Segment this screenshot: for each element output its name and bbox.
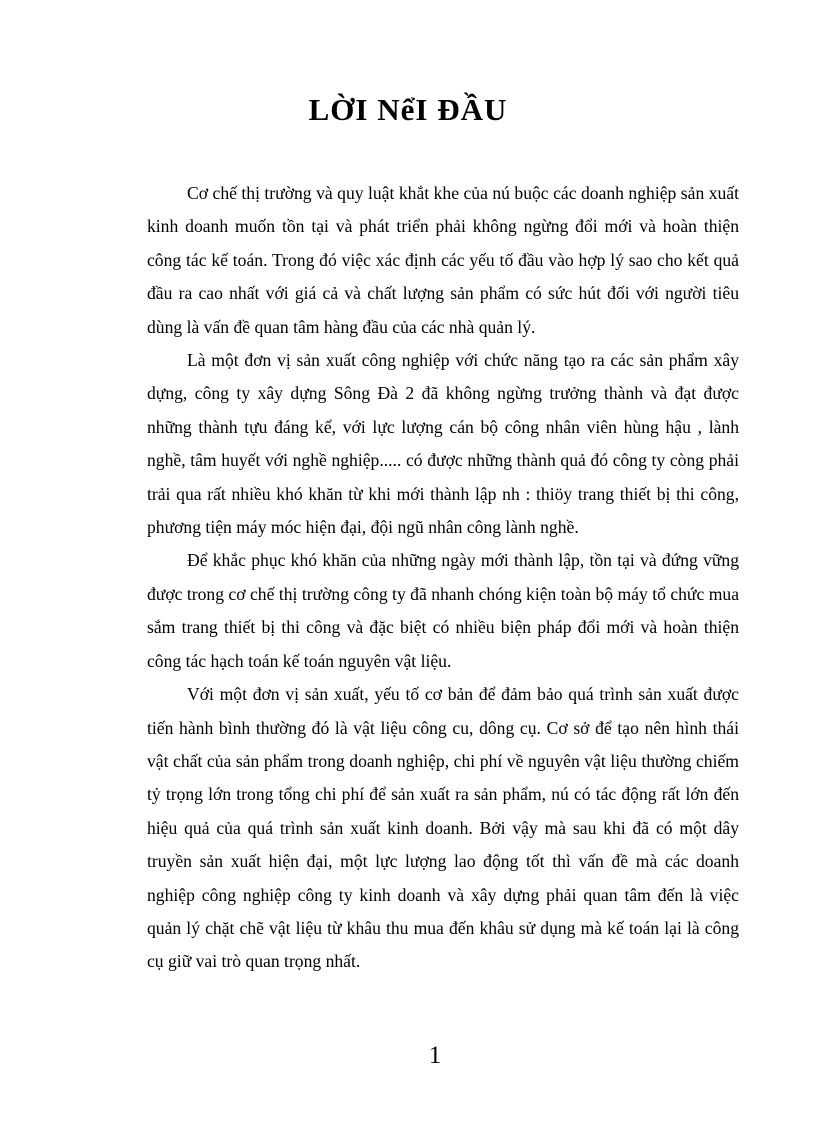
page-title: LỜI NểI ĐẦU [308, 92, 508, 127]
body-text [147, 177, 739, 979]
paragraph-2: Là một đơn vị sản xuất công nghiệp với chức năng tạo ra các sản phẩm xây dựng, công ty xây dựng Sông Đà 2 đã không ngừng trưởng thành và đạt được những thành tựu đáng kể, với lực lượng cán bộ công nhân viên hùng hậu , lành nghề, tâm huyết với nghề nghiệp..... có được những thành quả đó công ty còng phải trải qua rất nhiều khó khăn từ khi mới thành lập nh : thiöy trang thiết bị thi công, phương tiện máy móc hiện đại, đội ngũ nhân công lành nghề. [147, 350, 739, 538]
page-number: 1 [428, 1042, 442, 1069]
paragraph-4: Với một đơn vị sản xuất, yếu tố cơ bản để đảm bảo quá trình sản xuất được tiến hành bình thường đó là vật liệu công cu, dông cụ. Cơ sở để tạo nên hình thái vật chất của sản phẩm trong doanh nghiệp, chi phí về nguyên vật liệu thường chiếm tỷ trọng lớn trong tổng chi phí để sản xuất ra sản phẩm, nú có tác động rất lớn đến hiệu quả của quá trình sản xuất kinh doanh. Bởi vậy mà sau khi đã có một dây truyền sản xuất hiện đại, một lực lượng lao động tốt thì vấn đề mà các doanh nghiệp công nghiệp công ty kinh doanh và xây dựng phải quan tâm đến là việc quản lý chặt chẽ vật liệu từ khâu thu mua đến khâu sử dụng mà kế toán lại là công cụ giữ vai trò quan trọng nhất. [147, 684, 739, 972]
paragraph-3: Để khắc phục khó khăn của những ngày mới thành lập, tồn tại và đứng vững được trong cơ chế thị trường công ty đã nhanh chóng kiện toàn bộ máy tổ chức mua sắm trang thiết bị thi công và đặc biệt có nhiều biện pháp đổi mới và hoàn thiện công tác hạch toán kế toán nguyên vật liệu. [147, 550, 739, 671]
paragraph-1: Cơ chế thị trường và quy luật khắt khe của nú buộc các doanh nghiệp sản xuất kinh doanh muốn tồn tại và phát triển phải không ngừng đổi mới và hoàn thiện công tác kế toán. Trong đó việc xác định các yếu tố đầu vào hợp lý sao cho kết quả đầu ra cao nhất với giá cả và chất lượng sản phẩm có sức hút đối với người tiêu dùng là vấn đề quan tâm hàng đầu của các nhà quản lý. [147, 183, 739, 337]
